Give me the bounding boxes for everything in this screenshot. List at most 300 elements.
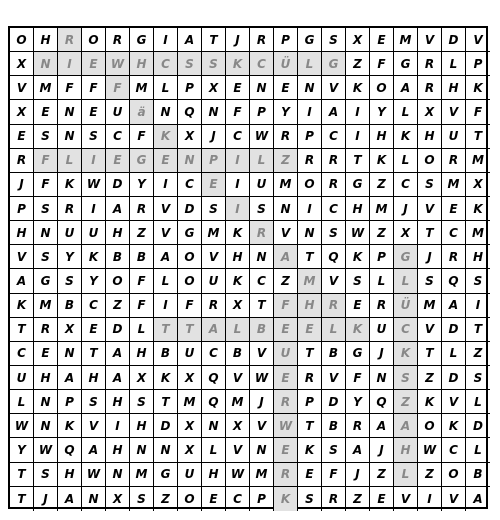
grid-cell[interactable]: F bbox=[178, 294, 202, 318]
grid-cell[interactable]: F bbox=[34, 173, 58, 197]
grid-cell[interactable]: Z bbox=[106, 294, 130, 318]
grid-cell[interactable]: S bbox=[394, 366, 418, 390]
grid-cell[interactable]: C bbox=[322, 197, 346, 221]
grid-cell[interactable]: L bbox=[394, 149, 418, 173]
grid-cell[interactable]: W bbox=[82, 173, 106, 197]
grid-cell[interactable]: N bbox=[298, 221, 322, 245]
grid-cell[interactable]: Z bbox=[418, 463, 442, 487]
grid-cell[interactable]: K bbox=[466, 197, 490, 221]
grid-cell[interactable]: J bbox=[10, 173, 34, 197]
grid-cell[interactable]: K bbox=[226, 52, 250, 76]
grid-cell[interactable]: Z bbox=[274, 269, 298, 293]
grid-cell[interactable]: W bbox=[250, 366, 274, 390]
grid-cell[interactable]: G bbox=[130, 28, 154, 52]
grid-cell[interactable]: A bbox=[442, 294, 466, 318]
grid-cell[interactable]: T bbox=[346, 149, 370, 173]
grid-cell[interactable]: L bbox=[442, 52, 466, 76]
grid-cell[interactable]: V bbox=[442, 390, 466, 414]
grid-cell[interactable]: B bbox=[322, 414, 346, 438]
grid-cell[interactable]: V bbox=[322, 269, 346, 293]
grid-cell[interactable]: S bbox=[178, 52, 202, 76]
grid-cell[interactable]: N bbox=[34, 221, 58, 245]
grid-cell[interactable]: R bbox=[250, 221, 274, 245]
grid-cell[interactable]: R bbox=[322, 149, 346, 173]
grid-cell[interactable]: V bbox=[154, 197, 178, 221]
grid-cell[interactable]: V bbox=[418, 197, 442, 221]
grid-cell[interactable]: X bbox=[130, 366, 154, 390]
grid-cell[interactable]: E bbox=[274, 438, 298, 462]
grid-cell[interactable]: H bbox=[34, 28, 58, 52]
grid-cell[interactable]: I bbox=[298, 197, 322, 221]
grid-cell[interactable]: D bbox=[322, 390, 346, 414]
grid-cell[interactable]: U bbox=[82, 221, 106, 245]
grid-cell[interactable]: C bbox=[226, 487, 250, 511]
grid-cell[interactable]: N bbox=[58, 342, 82, 366]
grid-cell[interactable]: Z bbox=[370, 221, 394, 245]
grid-cell[interactable]: V bbox=[202, 245, 226, 269]
grid-cell[interactable]: F bbox=[130, 269, 154, 293]
grid-cell[interactable]: C bbox=[106, 125, 130, 149]
grid-cell[interactable]: V bbox=[250, 342, 274, 366]
grid-cell[interactable]: Q bbox=[178, 100, 202, 124]
grid-cell[interactable]: Y bbox=[274, 100, 298, 124]
grid-cell[interactable]: A bbox=[106, 197, 130, 221]
grid-cell[interactable]: L bbox=[58, 149, 82, 173]
grid-cell[interactable]: A bbox=[370, 414, 394, 438]
grid-cell[interactable]: R bbox=[418, 76, 442, 100]
grid-cell[interactable]: X bbox=[226, 414, 250, 438]
grid-cell[interactable]: M bbox=[394, 28, 418, 52]
grid-cell[interactable]: J bbox=[370, 342, 394, 366]
grid-cell[interactable]: R bbox=[274, 463, 298, 487]
grid-cell[interactable]: E bbox=[370, 487, 394, 511]
grid-cell[interactable]: X bbox=[178, 438, 202, 462]
grid-cell[interactable]: J bbox=[346, 463, 370, 487]
grid-cell[interactable]: G bbox=[322, 52, 346, 76]
grid-cell[interactable]: Y bbox=[346, 390, 370, 414]
grid-cell[interactable]: X bbox=[10, 52, 34, 76]
grid-cell[interactable]: O bbox=[298, 173, 322, 197]
grid-cell[interactable]: H bbox=[394, 438, 418, 462]
grid-cell[interactable]: N bbox=[154, 438, 178, 462]
grid-cell[interactable]: X bbox=[346, 28, 370, 52]
grid-cell[interactable]: M bbox=[130, 463, 154, 487]
grid-cell[interactable]: V bbox=[10, 245, 34, 269]
grid-cell[interactable]: D bbox=[442, 366, 466, 390]
grid-cell[interactable]: X bbox=[226, 294, 250, 318]
grid-cell[interactable]: H bbox=[106, 221, 130, 245]
grid-cell[interactable]: C bbox=[10, 342, 34, 366]
grid-cell[interactable]: X bbox=[178, 414, 202, 438]
grid-cell[interactable]: Q bbox=[58, 438, 82, 462]
grid-cell[interactable]: T bbox=[466, 318, 490, 342]
grid-cell[interactable]: M bbox=[370, 197, 394, 221]
grid-cell[interactable]: E bbox=[154, 149, 178, 173]
grid-cell[interactable]: F bbox=[58, 76, 82, 100]
grid-cell[interactable]: G bbox=[178, 221, 202, 245]
grid-cell[interactable]: Q bbox=[322, 245, 346, 269]
grid-cell[interactable]: P bbox=[370, 245, 394, 269]
grid-cell[interactable]: T bbox=[154, 390, 178, 414]
grid-cell[interactable]: E bbox=[370, 28, 394, 52]
grid-cell[interactable]: X bbox=[202, 76, 226, 100]
grid-cell[interactable]: N bbox=[178, 149, 202, 173]
grid-cell[interactable]: G bbox=[346, 342, 370, 366]
grid-cell[interactable]: V bbox=[274, 221, 298, 245]
grid-cell[interactable]: H bbox=[346, 197, 370, 221]
grid-cell[interactable]: S bbox=[466, 366, 490, 390]
grid-cell[interactable]: Z bbox=[154, 487, 178, 511]
grid-cell[interactable]: S bbox=[322, 28, 346, 52]
grid-cell[interactable]: N bbox=[154, 100, 178, 124]
grid-cell[interactable]: K bbox=[226, 269, 250, 293]
grid-cell[interactable]: J bbox=[250, 390, 274, 414]
grid-cell[interactable]: V bbox=[250, 414, 274, 438]
grid-cell[interactable]: H bbox=[466, 245, 490, 269]
grid-cell[interactable]: T bbox=[202, 28, 226, 52]
grid-cell[interactable]: D bbox=[106, 173, 130, 197]
grid-cell[interactable]: C bbox=[442, 221, 466, 245]
grid-cell[interactable]: T bbox=[154, 318, 178, 342]
grid-cell[interactable]: W bbox=[418, 438, 442, 462]
grid-cell[interactable]: U bbox=[442, 125, 466, 149]
grid-cell[interactable]: C bbox=[82, 294, 106, 318]
grid-cell[interactable]: Z bbox=[466, 342, 490, 366]
grid-cell[interactable]: B bbox=[466, 463, 490, 487]
grid-cell[interactable]: U bbox=[202, 269, 226, 293]
grid-cell[interactable]: L bbox=[394, 100, 418, 124]
grid-cell[interactable]: U bbox=[250, 173, 274, 197]
grid-cell[interactable]: O bbox=[106, 269, 130, 293]
grid-cell[interactable]: N bbox=[130, 438, 154, 462]
grid-cell[interactable]: A bbox=[322, 100, 346, 124]
grid-cell[interactable]: K bbox=[154, 366, 178, 390]
grid-cell[interactable]: I bbox=[226, 149, 250, 173]
grid-cell[interactable]: V bbox=[82, 414, 106, 438]
grid-cell[interactable]: A bbox=[82, 438, 106, 462]
grid-cell[interactable]: S bbox=[130, 487, 154, 511]
grid-cell[interactable]: R bbox=[274, 390, 298, 414]
grid-cell[interactable]: H bbox=[106, 390, 130, 414]
grid-cell[interactable]: N bbox=[250, 76, 274, 100]
grid-cell[interactable]: A bbox=[346, 438, 370, 462]
grid-cell[interactable]: N bbox=[34, 52, 58, 76]
grid-cell[interactable]: T bbox=[250, 294, 274, 318]
grid-cell[interactable]: S bbox=[130, 390, 154, 414]
grid-cell[interactable]: I bbox=[106, 414, 130, 438]
grid-cell[interactable]: L bbox=[322, 318, 346, 342]
grid-cell[interactable]: X bbox=[10, 100, 34, 124]
grid-cell[interactable]: K bbox=[394, 125, 418, 149]
grid-cell[interactable]: F bbox=[346, 366, 370, 390]
grid-cell[interactable]: W bbox=[250, 125, 274, 149]
grid-cell[interactable]: T bbox=[466, 125, 490, 149]
grid-cell[interactable]: J bbox=[370, 438, 394, 462]
grid-cell[interactable]: W bbox=[346, 221, 370, 245]
grid-cell[interactable]: T bbox=[298, 245, 322, 269]
grid-cell[interactable]: K bbox=[370, 149, 394, 173]
grid-cell[interactable]: G bbox=[298, 28, 322, 52]
grid-cell[interactable]: S bbox=[346, 269, 370, 293]
grid-cell[interactable]: S bbox=[34, 125, 58, 149]
grid-cell[interactable]: Y bbox=[130, 173, 154, 197]
grid-cell[interactable]: R bbox=[322, 173, 346, 197]
grid-cell[interactable]: S bbox=[34, 463, 58, 487]
grid-cell[interactable]: W bbox=[274, 414, 298, 438]
grid-cell[interactable]: R bbox=[250, 28, 274, 52]
grid-cell[interactable]: Q bbox=[202, 366, 226, 390]
grid-cell[interactable]: B bbox=[58, 294, 82, 318]
grid-cell[interactable]: R bbox=[34, 318, 58, 342]
grid-cell[interactable]: Q bbox=[202, 390, 226, 414]
grid-cell[interactable]: X bbox=[394, 221, 418, 245]
grid-cell[interactable]: F bbox=[130, 294, 154, 318]
grid-cell[interactable]: S bbox=[202, 197, 226, 221]
grid-cell[interactable]: N bbox=[202, 414, 226, 438]
grid-cell[interactable]: K bbox=[346, 245, 370, 269]
grid-cell[interactable]: G bbox=[34, 269, 58, 293]
grid-cell[interactable]: D bbox=[466, 414, 490, 438]
grid-cell[interactable]: L bbox=[466, 390, 490, 414]
grid-cell[interactable]: H bbox=[442, 76, 466, 100]
grid-cell[interactable]: X bbox=[178, 366, 202, 390]
grid-cell[interactable]: M bbox=[178, 390, 202, 414]
grid-cell[interactable]: R bbox=[202, 294, 226, 318]
grid-cell[interactable]: A bbox=[178, 28, 202, 52]
grid-cell[interactable]: H bbox=[106, 438, 130, 462]
grid-cell[interactable]: F bbox=[106, 76, 130, 100]
grid-cell[interactable]: S bbox=[418, 269, 442, 293]
grid-cell[interactable]: N bbox=[274, 197, 298, 221]
grid-cell[interactable]: R bbox=[130, 197, 154, 221]
grid-cell[interactable]: K bbox=[346, 318, 370, 342]
grid-cell[interactable]: G bbox=[394, 245, 418, 269]
grid-cell[interactable]: P bbox=[298, 390, 322, 414]
grid-cell[interactable]: P bbox=[274, 28, 298, 52]
grid-cell[interactable]: S bbox=[58, 269, 82, 293]
grid-cell[interactable]: H bbox=[130, 414, 154, 438]
grid-cell[interactable]: O bbox=[370, 76, 394, 100]
grid-cell[interactable]: R bbox=[370, 294, 394, 318]
grid-cell[interactable]: K bbox=[394, 342, 418, 366]
grid-cell[interactable]: E bbox=[274, 318, 298, 342]
grid-cell[interactable]: W bbox=[226, 463, 250, 487]
grid-cell[interactable]: F bbox=[322, 463, 346, 487]
grid-cell[interactable]: W bbox=[106, 52, 130, 76]
grid-cell[interactable]: S bbox=[298, 487, 322, 511]
grid-cell[interactable]: C bbox=[322, 125, 346, 149]
grid-cell[interactable]: N bbox=[370, 366, 394, 390]
grid-cell[interactable]: V bbox=[442, 487, 466, 511]
grid-cell[interactable]: S bbox=[322, 221, 346, 245]
grid-cell[interactable]: H bbox=[418, 125, 442, 149]
grid-cell[interactable]: E bbox=[274, 76, 298, 100]
grid-cell[interactable]: Ü bbox=[274, 52, 298, 76]
grid-cell[interactable]: E bbox=[346, 294, 370, 318]
grid-cell[interactable]: T bbox=[10, 463, 34, 487]
grid-cell[interactable]: S bbox=[466, 269, 490, 293]
grid-cell[interactable]: K bbox=[10, 294, 34, 318]
grid-cell[interactable]: L bbox=[298, 52, 322, 76]
grid-cell[interactable]: P bbox=[178, 76, 202, 100]
grid-cell[interactable]: L bbox=[10, 390, 34, 414]
grid-cell[interactable]: X bbox=[418, 100, 442, 124]
grid-cell[interactable]: R bbox=[346, 414, 370, 438]
grid-cell[interactable]: R bbox=[298, 366, 322, 390]
grid-cell[interactable]: K bbox=[226, 221, 250, 245]
grid-cell[interactable]: I bbox=[154, 294, 178, 318]
grid-cell[interactable]: D bbox=[442, 28, 466, 52]
grid-cell[interactable]: G bbox=[346, 173, 370, 197]
grid-cell[interactable]: A bbox=[10, 269, 34, 293]
grid-cell[interactable]: P bbox=[202, 149, 226, 173]
grid-cell[interactable]: Q bbox=[442, 269, 466, 293]
grid-cell[interactable]: N bbox=[106, 463, 130, 487]
grid-cell[interactable]: L bbox=[466, 438, 490, 462]
grid-cell[interactable]: G bbox=[394, 52, 418, 76]
grid-cell[interactable]: A bbox=[154, 245, 178, 269]
grid-cell[interactable]: L bbox=[370, 269, 394, 293]
grid-cell[interactable]: R bbox=[442, 245, 466, 269]
grid-cell[interactable]: M bbox=[34, 76, 58, 100]
grid-cell[interactable]: M bbox=[442, 173, 466, 197]
grid-cell[interactable]: M bbox=[274, 173, 298, 197]
grid-cell[interactable]: N bbox=[34, 414, 58, 438]
grid-cell[interactable]: C bbox=[226, 125, 250, 149]
grid-cell[interactable]: D bbox=[442, 318, 466, 342]
grid-cell[interactable]: N bbox=[58, 125, 82, 149]
grid-cell[interactable]: Y bbox=[370, 100, 394, 124]
grid-cell[interactable]: U bbox=[10, 366, 34, 390]
grid-cell[interactable]: Ü bbox=[394, 294, 418, 318]
grid-cell[interactable]: O bbox=[442, 463, 466, 487]
grid-cell[interactable]: K bbox=[274, 487, 298, 511]
grid-cell[interactable]: V bbox=[442, 100, 466, 124]
grid-cell[interactable]: I bbox=[346, 100, 370, 124]
grid-cell[interactable]: M bbox=[226, 390, 250, 414]
grid-cell[interactable]: U bbox=[274, 342, 298, 366]
grid-cell[interactable]: E bbox=[10, 125, 34, 149]
grid-cell[interactable]: I bbox=[226, 173, 250, 197]
grid-cell[interactable]: H bbox=[226, 245, 250, 269]
grid-cell[interactable]: E bbox=[34, 342, 58, 366]
grid-cell[interactable]: D bbox=[154, 414, 178, 438]
grid-cell[interactable]: A bbox=[394, 76, 418, 100]
grid-cell[interactable]: I bbox=[418, 487, 442, 511]
grid-cell[interactable]: B bbox=[322, 342, 346, 366]
grid-cell[interactable]: W bbox=[34, 438, 58, 462]
grid-cell[interactable]: R bbox=[58, 197, 82, 221]
grid-cell[interactable]: Z bbox=[370, 463, 394, 487]
grid-cell[interactable]: E bbox=[34, 100, 58, 124]
grid-cell[interactable]: C bbox=[202, 342, 226, 366]
grid-cell[interactable]: K bbox=[82, 245, 106, 269]
grid-cell[interactable]: I bbox=[58, 52, 82, 76]
grid-cell[interactable]: A bbox=[394, 414, 418, 438]
grid-cell[interactable]: A bbox=[473, 491, 483, 506]
grid-cell[interactable]: E bbox=[202, 173, 226, 197]
grid-cell[interactable]: R bbox=[442, 149, 466, 173]
grid-cell[interactable]: L bbox=[202, 438, 226, 462]
grid-cell[interactable]: R bbox=[274, 125, 298, 149]
grid-cell[interactable]: L bbox=[130, 318, 154, 342]
grid-cell[interactable]: A bbox=[202, 318, 226, 342]
grid-cell[interactable]: Z bbox=[346, 487, 370, 511]
grid-cell[interactable]: L bbox=[154, 269, 178, 293]
grid-cell[interactable]: T bbox=[10, 318, 34, 342]
grid-cell[interactable]: S bbox=[418, 173, 442, 197]
grid-cell[interactable]: K bbox=[298, 438, 322, 462]
grid-cell[interactable]: M bbox=[34, 294, 58, 318]
grid-cell[interactable]: V bbox=[394, 487, 418, 511]
grid-cell[interactable]: M bbox=[130, 76, 154, 100]
grid-cell[interactable]: N bbox=[250, 245, 274, 269]
grid-cell[interactable]: C bbox=[250, 52, 274, 76]
grid-cell[interactable]: R bbox=[10, 149, 34, 173]
grid-cell[interactable]: X bbox=[178, 125, 202, 149]
grid-cell[interactable]: K bbox=[442, 414, 466, 438]
grid-cell[interactable]: C bbox=[154, 52, 178, 76]
grid-cell[interactable]: E bbox=[106, 149, 130, 173]
grid-cell[interactable]: L bbox=[250, 149, 274, 173]
grid-cell[interactable]: B bbox=[226, 342, 250, 366]
grid-cell[interactable]: ä bbox=[130, 100, 154, 124]
grid-cell[interactable]: L bbox=[394, 463, 418, 487]
grid-cell[interactable]: L bbox=[154, 76, 178, 100]
grid-cell[interactable]: P bbox=[466, 52, 490, 76]
grid-cell[interactable]: E bbox=[82, 318, 106, 342]
grid-cell[interactable]: E bbox=[298, 463, 322, 487]
grid-cell[interactable]: C bbox=[394, 318, 418, 342]
grid-cell[interactable]: N bbox=[202, 100, 226, 124]
grid-cell[interactable]: N bbox=[58, 100, 82, 124]
grid-cell[interactable]: R bbox=[322, 487, 346, 511]
grid-cell[interactable]: J bbox=[34, 487, 58, 511]
grid-cell[interactable]: Z bbox=[346, 52, 370, 76]
grid-cell[interactable]: Y bbox=[82, 269, 106, 293]
grid-cell[interactable]: S bbox=[82, 125, 106, 149]
grid-cell[interactable]: R bbox=[106, 28, 130, 52]
grid-cell[interactable]: H bbox=[10, 221, 34, 245]
grid-cell[interactable]: X bbox=[466, 173, 490, 197]
grid-cell[interactable]: A bbox=[106, 342, 130, 366]
grid-cell[interactable]: L bbox=[442, 342, 466, 366]
grid-cell[interactable]: R bbox=[58, 28, 82, 52]
grid-cell[interactable]: M bbox=[418, 294, 442, 318]
grid-cell[interactable]: T bbox=[82, 342, 106, 366]
grid-cell[interactable]: P bbox=[58, 390, 82, 414]
grid-cell[interactable]: E bbox=[226, 76, 250, 100]
grid-cell[interactable]: J bbox=[394, 197, 418, 221]
grid-cell[interactable]: E bbox=[202, 487, 226, 511]
grid-cell[interactable]: H bbox=[130, 342, 154, 366]
grid-cell[interactable]: Y bbox=[58, 245, 82, 269]
grid-cell[interactable]: H bbox=[298, 294, 322, 318]
grid-cell[interactable]: E bbox=[82, 100, 106, 124]
grid-cell[interactable]: P bbox=[250, 487, 274, 511]
grid-cell[interactable]: F bbox=[226, 100, 250, 124]
grid-cell[interactable]: F bbox=[466, 100, 490, 124]
grid-cell[interactable]: S bbox=[322, 438, 346, 462]
grid-cell[interactable]: X bbox=[58, 318, 82, 342]
grid-cell[interactable]: U bbox=[106, 100, 130, 124]
grid-cell[interactable]: M bbox=[466, 221, 490, 245]
grid-cell[interactable]: N bbox=[250, 438, 274, 462]
grid-cell[interactable]: P bbox=[10, 197, 34, 221]
grid-cell[interactable]: H bbox=[58, 463, 82, 487]
grid-cell[interactable]: S bbox=[250, 197, 274, 221]
grid-cell[interactable]: L bbox=[394, 269, 418, 293]
